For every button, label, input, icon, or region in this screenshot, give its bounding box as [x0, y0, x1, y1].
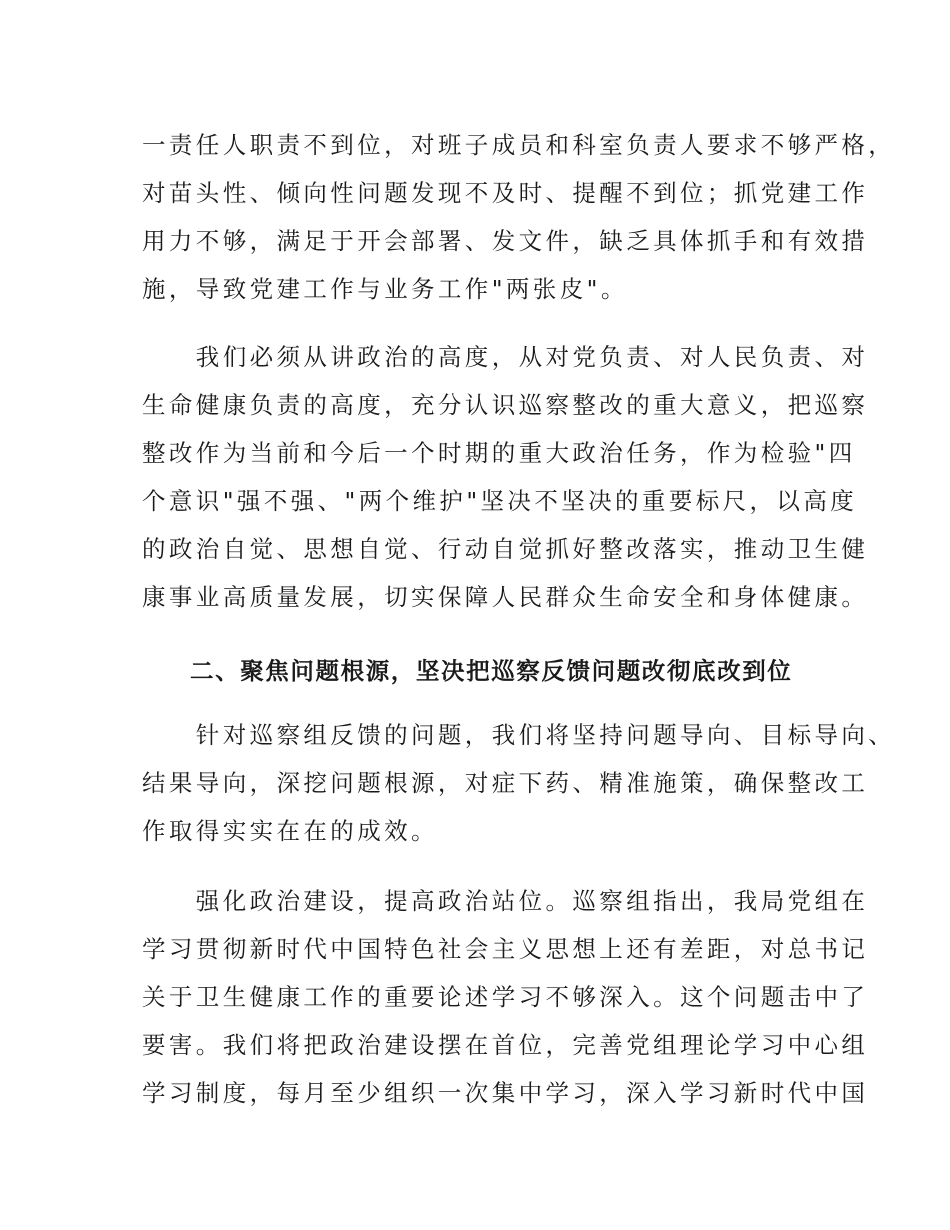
paragraph-1-line-4: 施，导致党建工作与业务工作"两张皮"。 [142, 275, 628, 303]
section-heading: 二、聚焦问题根源，坚决把巡察反馈问题改彻底改到位 [190, 657, 793, 685]
paragraph-4-line-2: 学习贯彻新时代中国特色社会主义思想上还有差距，对总书记 [142, 935, 869, 963]
paragraph-1-line-3: 用力不够，满足于开会部署、发文件，缺乏具体抓手和有效措 [142, 227, 869, 255]
paragraph-3-line-1: 针对巡察组反馈的问题，我们将坚持问题导向、目标导向、 [142, 721, 896, 749]
paragraph-2-line-2: 生命健康负责的高度，充分认识巡察整改的重大意义，把巡察 [142, 391, 869, 419]
paragraph-2-line-1: 我们必须从讲政治的高度，从对党负责、对人民负责、对 [142, 343, 869, 371]
paragraph-2-line-6: 康事业高质量发展，切实保障人民群众生命安全和身体健康。 [142, 583, 869, 611]
paragraph-4-line-3: 关于卫生健康工作的重要论述学习不够深入。这个问题击中了 [142, 983, 869, 1011]
paragraph-1-line-1: 一责任人职责不到位，对班子成员和科室负责人要求不够严格， [142, 131, 896, 159]
paragraph-2-line-3: 整改作为当前和今后一个时期的重大政治任务，作为检验"四 [142, 439, 856, 467]
paragraph-2-line-5: 的政治自觉、思想自觉、行动自觉抓好整改落实，推动卫生健 [142, 535, 869, 563]
paragraph-2-line-4: 个意识"强不强、"两个维护"坚决不坚决的重要标尺，以高度 [142, 487, 858, 515]
paragraph-3-line-3: 作取得实实在在的成效。 [142, 817, 438, 845]
paragraph-4-line-4: 要害。我们将把政治建设摆在首位，完善党组理论学习中心组 [142, 1031, 869, 1059]
paragraph-1-line-2: 对苗头性、倾向性问题发现不及时、提醒不到位；抓党建工作 [142, 179, 869, 207]
paragraph-4-line-1: 强化政治建设，提高政治站位。巡察组指出，我局党组在 [142, 887, 869, 915]
paragraph-3-line-2: 结果导向，深挖问题根源，对症下药、精准施策，确保整改工 [142, 769, 869, 797]
paragraph-4-line-5: 学习制度，每月至少组织一次集中学习，深入学习新时代中国 [142, 1079, 869, 1107]
